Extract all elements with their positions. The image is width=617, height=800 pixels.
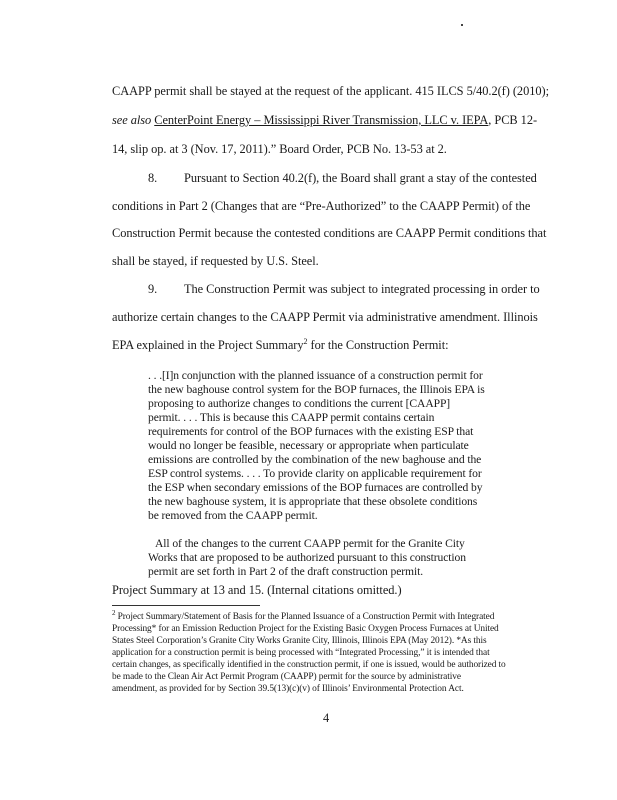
block-quote-line: All of the changes to the current CAAPP permit for the Granite City — [155, 537, 465, 550]
paragraph-text: Pursuant to Section 40.2(f), the Board shall grant a stay of the contested — [184, 171, 537, 185]
block-quote-line: ESP control systems. . . . To provide clarity on applicable requirement for — [148, 467, 482, 480]
body-line: 14, slip op. at 3 (Nov. 17, 2011).” Board Order, PCB No. 13-53 at 2. — [112, 142, 447, 156]
footnote-separator — [112, 605, 260, 606]
footnote-line: be made to the Clean Air Act Permit Program (CAAPP) permit for the source by administrative — [112, 672, 461, 682]
footnote-reference: 2 — [303, 336, 308, 346]
paragraph-text: The Construction Permit was subject to integrated processing in order to — [184, 282, 540, 296]
body-text: EPA explained in the Project Summary — [112, 338, 304, 352]
body-line: CAAPP permit shall be stayed at the request of the applicant. 415 ILCS 5/40.2(f) (2010); — [112, 84, 549, 98]
block-quote-line: permit are set forth in Part 2 of the draft construction permit. — [148, 565, 423, 578]
block-quote-line: be removed from the CAAPP permit. — [148, 509, 318, 522]
page-number: 4 — [323, 711, 330, 725]
body-line — [112, 113, 537, 128]
paragraph-8-line — [148, 171, 537, 186]
body-line: authorize certain changes to the CAAPP Permit via administrative amendment. Illinois — [112, 310, 538, 324]
scan-speck — [461, 24, 463, 26]
block-quote-line: Works that are proposed to be authorized pursuant to this construction — [148, 551, 466, 564]
footnote-line: States Steel Corporation’s Granite City Works Granite City, Illinois, Illinois EPA (May 2012). *As this — [112, 636, 487, 646]
footnote-line: certain changes, as specifically identified in the construction permit, if one is issued, would be authorized to — [112, 660, 506, 670]
paragraph-number: 8. — [148, 171, 158, 185]
footnote-mark: 2 — [112, 608, 116, 617]
case-cite: , PCB 12- — [488, 113, 538, 127]
paragraph-9-line — [148, 282, 540, 297]
footnote-line: Processing* for an Emission Reduction Project for the Existing Basic Oxygen Process Furnaces at United — [112, 624, 499, 634]
block-quote-line: requirements for control of the BOP furnaces with the existing ESP that — [148, 425, 474, 438]
body-line: Construction Permit because the contested conditions are CAAPP Permit conditions that — [112, 226, 547, 240]
paragraph-number: 9. — [148, 282, 158, 296]
footnote-line: amendment, as provided for by Section 39.5(13)(c)(v) of Illinois’ Environmental Protection Act. — [112, 684, 464, 694]
body-line — [112, 338, 448, 353]
block-quote-line: proposing to authorize changes to conditions the current [CAAPP] — [148, 397, 451, 410]
block-quote-line: permit. . . . This is because this CAAPP permit contains certain — [148, 411, 435, 424]
body-text: for the Construction Permit: — [307, 338, 449, 352]
footnote-line: application for a construction permit is being processed with “Integrated Processing,” it is intended that — [112, 648, 490, 658]
block-quote-line: would no longer be feasible, necessary or appropriate when particulate — [148, 439, 469, 452]
citation-line: Project Summary at 13 and 15. (Internal citations omitted.) — [112, 583, 402, 597]
body-line: conditions in Part 2 (Changes that are “Pre-Authorized” to the CAAPP Permit) of the — [112, 199, 531, 213]
block-quote-line: emissions are controlled by the combination of the new baghouse and the — [148, 453, 482, 466]
block-quote-line: . . .[I]n conjunction with the planned issuance of a construction permit for — [148, 369, 483, 382]
footnote-line — [112, 608, 495, 623]
block-quote-line: the new baghouse system, it is appropriate that these obsolete conditions — [148, 495, 478, 508]
block-quote-line: the new baghouse control system for the BOP furnaces, the Illinois EPA is — [148, 383, 485, 396]
block-quote-line: the ESP when secondary emissions of the BOP furnaces are controlled by — [148, 481, 483, 494]
signal-see-also: see also — [112, 113, 152, 127]
footnote-text: Project Summary/Statement of Basis for the Planned Issuance of a Construction Permit with Integrated — [115, 612, 495, 622]
body-line: shall be stayed, if requested by U.S. Steel. — [112, 254, 319, 268]
case-name: CenterPoint Energy – Mississippi River Transmission, LLC v. IEPA — [154, 113, 489, 127]
